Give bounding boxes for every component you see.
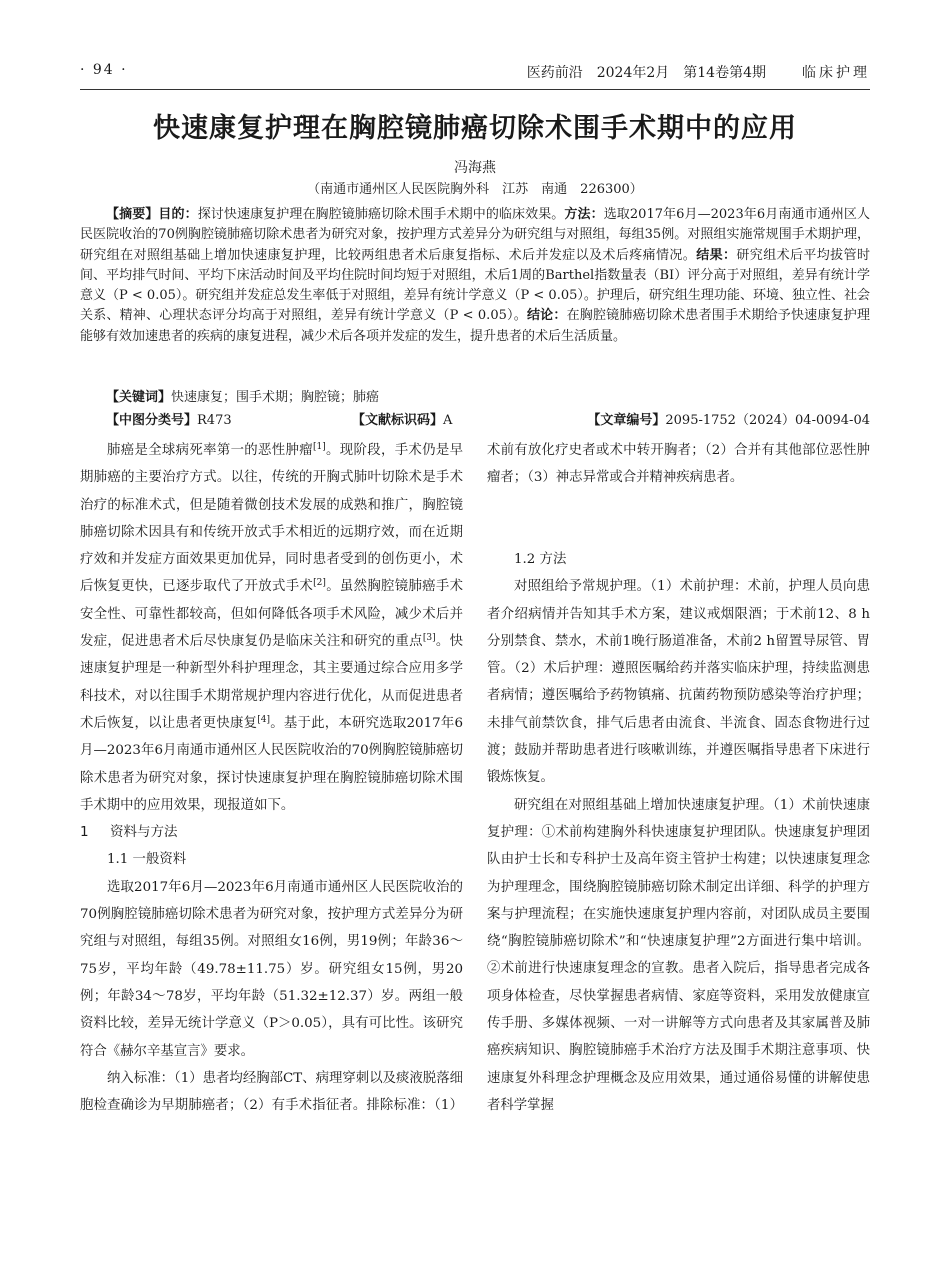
general-data-paragraph: 选取2017年6月—2023年6月南通市通州区人民医院收治的70例胸腔镜肺癌切除术患者为研究对象，按护理方式差异分为研究组与对照组，每组35例。对照组女16例，男19例；年龄36～75岁，平均年龄（49.78±11.75）岁。研究组女15例，男20例；年龄34～78岁，平均年龄（51.32±12.37）岁。两组一般资料比较，差异无统计学意义（P＞0.05），具有可比性。该研究符合《赫尔辛基宣言》要求。 [80, 879, 463, 1059]
document-code [352, 409, 452, 428]
objective-label: 目的： [158, 207, 198, 222]
intro-text-4: 。快速康复护理是一种新型外科护理理念，其主要通过综合应用多学科技术，对以往围手术期常规护理内容进行优化，从而促进患者术后恢复，以让患者更快康复 [80, 634, 464, 731]
running-header [80, 62, 870, 86]
keywords-text: 快速康复；围手术期；胸腔镜；肺癌 [171, 390, 380, 405]
method-text: 选取2017年6月—2023年6月南通市通州区人民医院收治的70例胸腔镜肺癌切除术患者为研究对象，按护理方式差异分为研究组与对照组，每组35例。对照组实施常规围手术期护理，研究组在对照组基础上增加快速康复护理，比较两组患者术后康复指标、术后并发症以及术后疼痛情况。 [80, 207, 870, 263]
result-text: 研究组术后平均拔管时间、平均排气时间、平均下床活动时间及平均住院时间均短于对照组，术后1周的Barthel指数量表（BI）评分高于对照组，差异有统计学意义（P < 0.05）。研究组并发症总发生率低于对照组，差异有统计学意义（P < 0.05）。护理后，研究组生理功能、环境、独立性、社会关系、精神、心理状态评分均高于对照组，差异有统计学意义（P < 0.05）。 [80, 247, 870, 324]
classification-value: R473 [197, 413, 232, 428]
method-label: 方法： [564, 207, 604, 222]
intro-text-2: 。现阶段，手术仍是早期肺癌的主要治疗方式。以往，传统的开胸式肺叶切除术是手术治疗的标准术式，但是随着微创技术发展的成熟和推广，胸腔镜肺癌切除术因具有和传统开放式手术相近的远期疗效，而在近期疗效和并发症方面效果更加优异，同时患者受到的创伤更小，术后恢复更快，已逐步取代了开放式手术 [80, 443, 464, 595]
body-column-left [80, 437, 463, 1119]
conclusion-label: 结论： [526, 308, 567, 324]
section-heading-1 [80, 819, 463, 846]
intro-text-1: 肺癌是全球病死率第一的恶性肿瘤 [107, 443, 313, 458]
citation-4: [4] [257, 714, 270, 725]
article-number-label: 【文章编号】 [587, 413, 666, 428]
section-title: 资料与方法 [110, 824, 178, 841]
section-number: 1 [80, 824, 89, 841]
subsection-heading-1-2: 1.2 方法 [514, 552, 567, 567]
citation-3: [3] [422, 633, 436, 644]
article-number-value: 2095-1752（2024）04-0094-04 [665, 413, 870, 428]
page-number: · 94 · [80, 62, 128, 78]
abstract-label: 【摘要】 [106, 207, 159, 222]
inclusion-criteria-paragraph: 纳入标准：（1）患者均经胸部CT、病理穿刺以及痰液脱落细胞检查确诊为早期肺癌者；（2）有手术指征者。排除标准：（1） [80, 1070, 463, 1114]
document-code-label: 【文献标识码】 [352, 413, 444, 428]
subsection-heading-1-1: 1.1 一般资料 [107, 852, 187, 868]
volume-issue: 第14卷第4期 [683, 65, 766, 81]
abstract [80, 205, 870, 347]
issue-date: 2024年2月 [596, 65, 670, 81]
author-affiliation: （南通市通州区人民医院胸外科 江苏 南通 226300） [307, 182, 643, 197]
result-label: 结果： [696, 247, 737, 263]
author-name: 冯海燕 [454, 160, 496, 176]
citation-2: [2] [313, 578, 326, 589]
keywords-label: 【关键词】 [106, 390, 172, 405]
journal-info [513, 62, 870, 82]
document-code-value: A [443, 413, 453, 428]
conclusion-text: 在胸腔镜肺癌切除术患者围手术期给予快速康复护理能够有效加速患者的疾病的康复进程，减少术后各项并发症的发生，提升患者的术后生活质量。 [80, 308, 870, 344]
article-number [587, 409, 870, 428]
intro-paragraph [80, 437, 463, 819]
classification-label: 【中图分类号】 [106, 413, 198, 428]
intro-text-5: 。基于此，本研究选取2017年6月—2023年6月南通市通州区人民医院收治的70例胸腔镜肺癌切除术患者为研究对象，探讨快速康复护理在胸腔镜肺癌切除术围手术期中的应用效果，现报道如下。 [80, 715, 463, 813]
journal-name: 医药前沿 [526, 65, 583, 81]
control-group-paragraph: 对照组给予常规护理。（1）术前护理：术前，护理人员向患者介绍病情并告知其手术方案，建议戒烟限酒；于术前12、8 h分别禁食、禁水，术前1晚行肠道准备，术前2 h留置导尿管、胃管。（2）术后护理：遵照医嘱给药并落实临床护理，持续监测患者病情；遵医嘱给予药物镇痛、抗菌药物预防感染等治疗护理；未排气前禁饮食，排气后患者由流食、半流食、固态食物进行过渡；鼓励并帮助患者进行咳嗽训练，并遵医嘱指导患者下床进行锻炼恢复。 [487, 579, 870, 786]
inclusion-continuation [487, 437, 870, 546]
objective-text: 探讨快速康复护理在胸腔镜肺癌切除术围手术期中的临床效果。 [197, 207, 565, 222]
keywords [106, 386, 379, 405]
section-name: 临床护理 [802, 65, 870, 81]
study-group-paragraph: 研究组在对照组基础上增加快速康复护理。（1）术前快速康复护理：①术前构建胸外科快速康复护理团队。快速康复护理团队由护士长和专科护士及高年资主管护士构建；以快速康复理念为护理理念，围绕胸腔镜肺癌切除术制定出详细、科学的护理方案与护理流程；在实施快速康复护理内容前，对团队成员主要围绕“胸腔镜肺癌切除术”和“快速康复护理”2方面进行集中培训。②术前进行快速康复理念的宣教。患者入院后，指导患者完成各项身体检查，尽快掌握患者病情、家庭等资料，采用发放健康宣传手册、多媒体视频、一对一讲解等方式向患者及其家属普及肺癌疾病知识、胸腔镜肺癌手术治疗方法及围手术期注意事项、快速康复外科理念护理概念及应用效果，通过通俗易懂的讲解使患者科学掌握 [487, 797, 870, 1113]
classification-number [106, 409, 232, 428]
intro-text-3: 。虽然胸腔镜肺癌手术安全性、可靠性都较高，但如何降低各项手术风险，减少术后并发症，促进患者术后尽快康复仍是临床关注和研究的重点 [80, 579, 464, 650]
inclusion-criteria-continued: 术前有放化疗史者或术中转开胸者；（2）合并有其他部位恶性肿瘤者；（3）神志异常或合并精神疾病患者。 [487, 443, 870, 486]
citation-1: [1] [312, 442, 326, 452]
body-column-right [487, 437, 870, 1119]
header-rule [80, 89, 870, 90]
article-title: 快速康复护理在胸腔镜肺癌切除术围手术期中的应用 [153, 113, 797, 144]
